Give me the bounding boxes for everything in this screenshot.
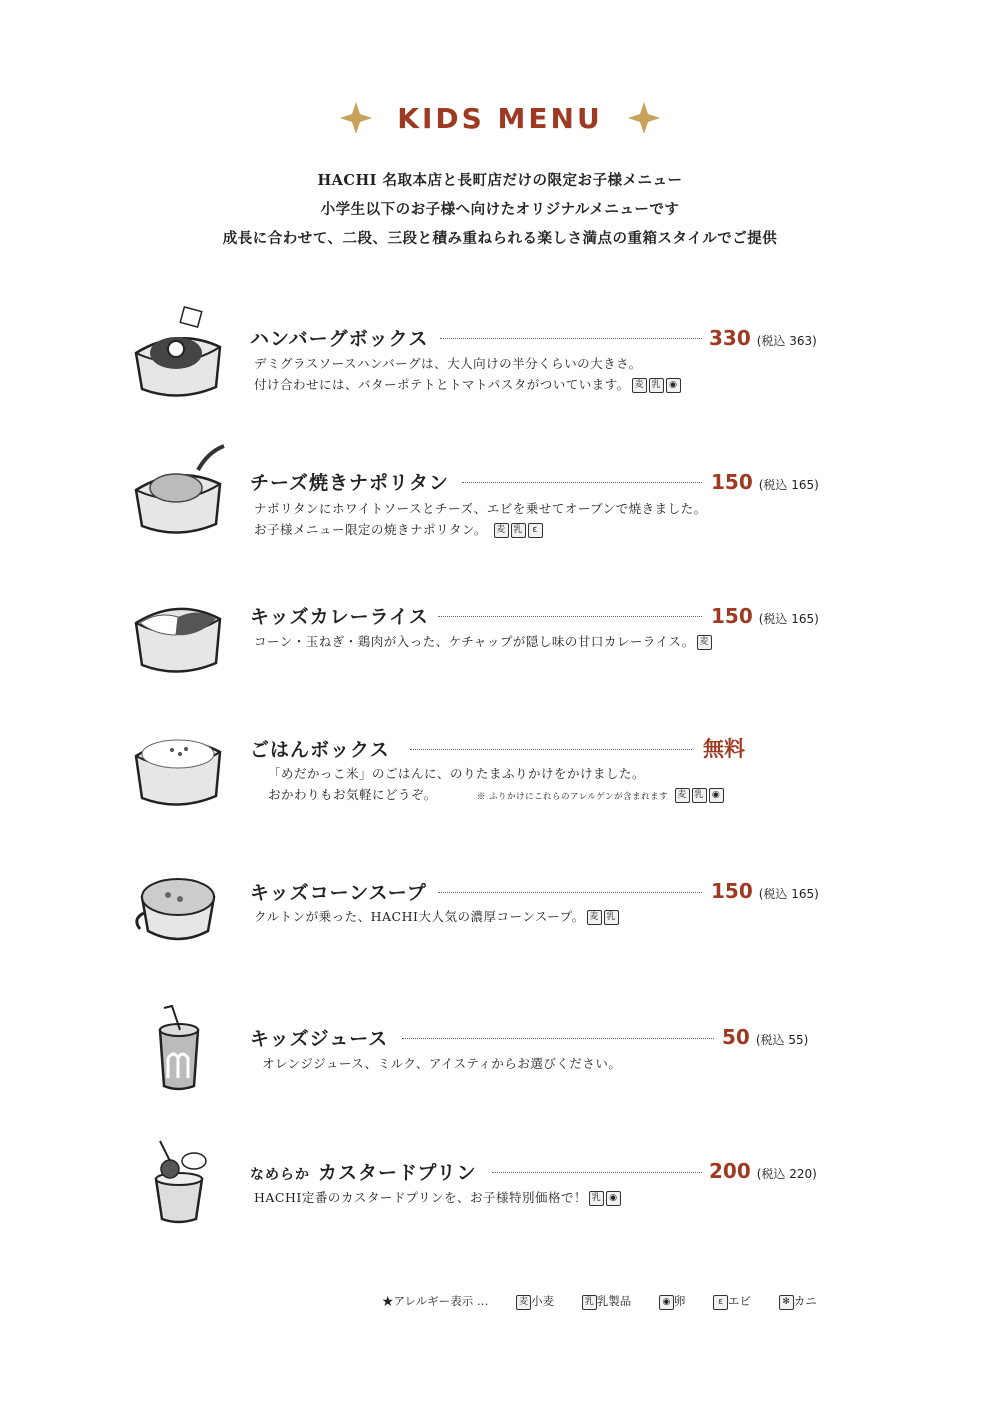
- item-name: ハンバーグボックス: [250, 328, 429, 350]
- wheat-icon: 麦: [632, 378, 647, 393]
- price-free: 無料: [703, 736, 745, 761]
- item-price: [711, 604, 819, 628]
- desc-text: コーン・玉ねぎ・鶏肉が入った、ケチャップが隠し味の甘口カレーライス。: [254, 634, 695, 649]
- legend-lead: ★アレルギー表示 …: [382, 1294, 489, 1308]
- item-price: [703, 733, 745, 763]
- item-name: キッズコーンスープ: [250, 882, 427, 904]
- allergy-legend: [382, 1293, 817, 1310]
- desc-text: クルトンが乗った、HACHI大人気の濃厚コーンスープ。: [254, 909, 585, 924]
- dotted-leader: [462, 482, 702, 483]
- legend-label: 小麦: [531, 1294, 555, 1308]
- milk-icon: 乳: [589, 1191, 604, 1206]
- price-value: 150: [711, 879, 753, 903]
- item-price: [709, 326, 817, 350]
- legend-item-wheat: [514, 1293, 554, 1310]
- item-name: キッズジュース: [250, 1028, 389, 1050]
- wheat-icon: 麦: [675, 788, 690, 803]
- dotted-leader: [402, 1038, 714, 1039]
- desc-line: [254, 906, 619, 927]
- item-name: [250, 1158, 477, 1185]
- price-tax: (税込 363): [756, 334, 817, 348]
- legend-label: 乳製品: [596, 1294, 632, 1308]
- milk-icon: 乳: [604, 910, 619, 925]
- item-name-text: カスタードプリン: [318, 1162, 477, 1184]
- item-prefix: なめらか: [250, 1167, 310, 1183]
- legend-item-egg: [657, 1293, 686, 1310]
- desc-line: [254, 1187, 621, 1208]
- desc-line: デミグラスソースハンバーグは、大人向けの半分くらいの大きさ。: [254, 356, 642, 371]
- wheat-icon: 麦: [516, 1295, 531, 1310]
- dotted-leader: [410, 749, 692, 750]
- item-name: チーズ焼きナポリタン: [250, 472, 450, 494]
- item-description: [262, 1053, 621, 1074]
- intro-line: 小学生以下のお子様へ向けたオリジナルメニューです: [320, 201, 680, 218]
- legend-item-milk: [580, 1293, 632, 1310]
- desc-line: [268, 784, 724, 808]
- milk-icon: 乳: [511, 523, 526, 538]
- shrimp-icon: ε: [528, 523, 543, 538]
- wheat-icon: 麦: [587, 910, 602, 925]
- intro-line: 成長に合わせて、二段、三段と積み重ねられる楽しさ満点の重箱スタイルでご提供: [222, 230, 778, 247]
- juice-illustration-icon: [128, 1000, 228, 1100]
- item-description: [268, 763, 724, 808]
- egg-icon: ◉: [666, 378, 681, 393]
- dotted-leader: [440, 338, 702, 339]
- desc-line: 「めだかっこ米」のごはんに、のりたまふりかけをかけました。: [268, 766, 646, 781]
- rice-box-illustration-icon: [128, 716, 228, 816]
- price-tax: (税込 165): [758, 887, 819, 901]
- desc-line: [254, 631, 712, 652]
- item-price: [709, 1159, 817, 1183]
- price-value: 150: [711, 470, 753, 494]
- dotted-leader: [438, 616, 702, 617]
- item-price: [711, 879, 819, 903]
- napolitan-illustration-icon: [128, 442, 228, 542]
- desc-line: [254, 374, 681, 395]
- price-tax: (税込 55): [755, 1033, 809, 1047]
- egg-icon: ◉: [709, 788, 724, 803]
- price-value: 50: [722, 1025, 750, 1049]
- legend-label: 卵: [673, 1294, 686, 1308]
- legend-item-crab: [777, 1293, 817, 1310]
- crab-icon: ✻: [779, 1295, 794, 1310]
- curry-illustration-icon: [128, 583, 228, 683]
- wheat-icon: 麦: [697, 635, 712, 650]
- dotted-leader: [492, 1172, 702, 1173]
- item-description: [254, 353, 681, 395]
- legend-item-shrimp: [711, 1293, 751, 1310]
- price-value: 200: [709, 1159, 751, 1183]
- item-description: [254, 1187, 621, 1208]
- milk-icon: 乳: [692, 788, 707, 803]
- wheat-icon: 麦: [494, 523, 509, 538]
- price-tax: (税込 165): [758, 478, 819, 492]
- desc-line: [254, 519, 707, 540]
- item-description: [254, 631, 712, 652]
- soup-illustration-icon: [128, 855, 228, 955]
- item-name: ごはんボックス: [250, 739, 390, 761]
- price-value: 150: [711, 604, 753, 628]
- desc-line: ナポリタンにホワイトソースとチーズ、エビを乗せてオーブンで焼きました。: [254, 501, 707, 516]
- item-price: [722, 1025, 808, 1049]
- milk-icon: 乳: [649, 378, 664, 393]
- item-name: キッズカレーライス: [250, 606, 429, 628]
- desc-text: おかわりもお気軽にどうぞ。: [268, 787, 437, 802]
- sparkle-left-icon: [338, 100, 374, 136]
- item-description: [254, 498, 707, 540]
- hamburg-box-illustration-icon: [128, 305, 228, 405]
- desc-text: HACHI定番のカスタードプリンを、お子様特別価格で！: [254, 1190, 587, 1205]
- shrimp-icon: ε: [713, 1295, 728, 1310]
- egg-icon: ◉: [606, 1191, 621, 1206]
- egg-icon: ◉: [659, 1295, 674, 1310]
- menu-header: [0, 100, 1000, 136]
- intro-text: [0, 166, 1000, 253]
- desc-text: お子様メニュー限定の焼きナポリタン。: [254, 522, 488, 537]
- item-description: [254, 906, 619, 927]
- pudding-illustration-icon: [128, 1135, 228, 1235]
- desc-line: オレンジジュース、ミルク、アイスティからお選びください。: [262, 1056, 622, 1071]
- price-tax: (税込 220): [756, 1167, 817, 1181]
- sparkle-right-icon: [626, 100, 662, 136]
- allergen-note: ※ ふりかけにこれらのアレルゲンが含まれます: [476, 792, 669, 802]
- desc-text: 付け合わせには、バターポテトとトマトパスタがついています。: [254, 377, 630, 392]
- legend-label: カニ: [793, 1294, 817, 1308]
- intro-line: HACHI 名取本店と長町店だけの限定お子様メニュー: [317, 172, 683, 189]
- price-tax: (税込 165): [758, 612, 819, 626]
- price-value: 330: [709, 326, 751, 350]
- legend-label: エビ: [728, 1294, 752, 1308]
- milk-icon: 乳: [582, 1295, 597, 1310]
- dotted-leader: [438, 892, 702, 893]
- page-title: KIDS MENU: [397, 101, 603, 135]
- item-price: [711, 470, 819, 494]
